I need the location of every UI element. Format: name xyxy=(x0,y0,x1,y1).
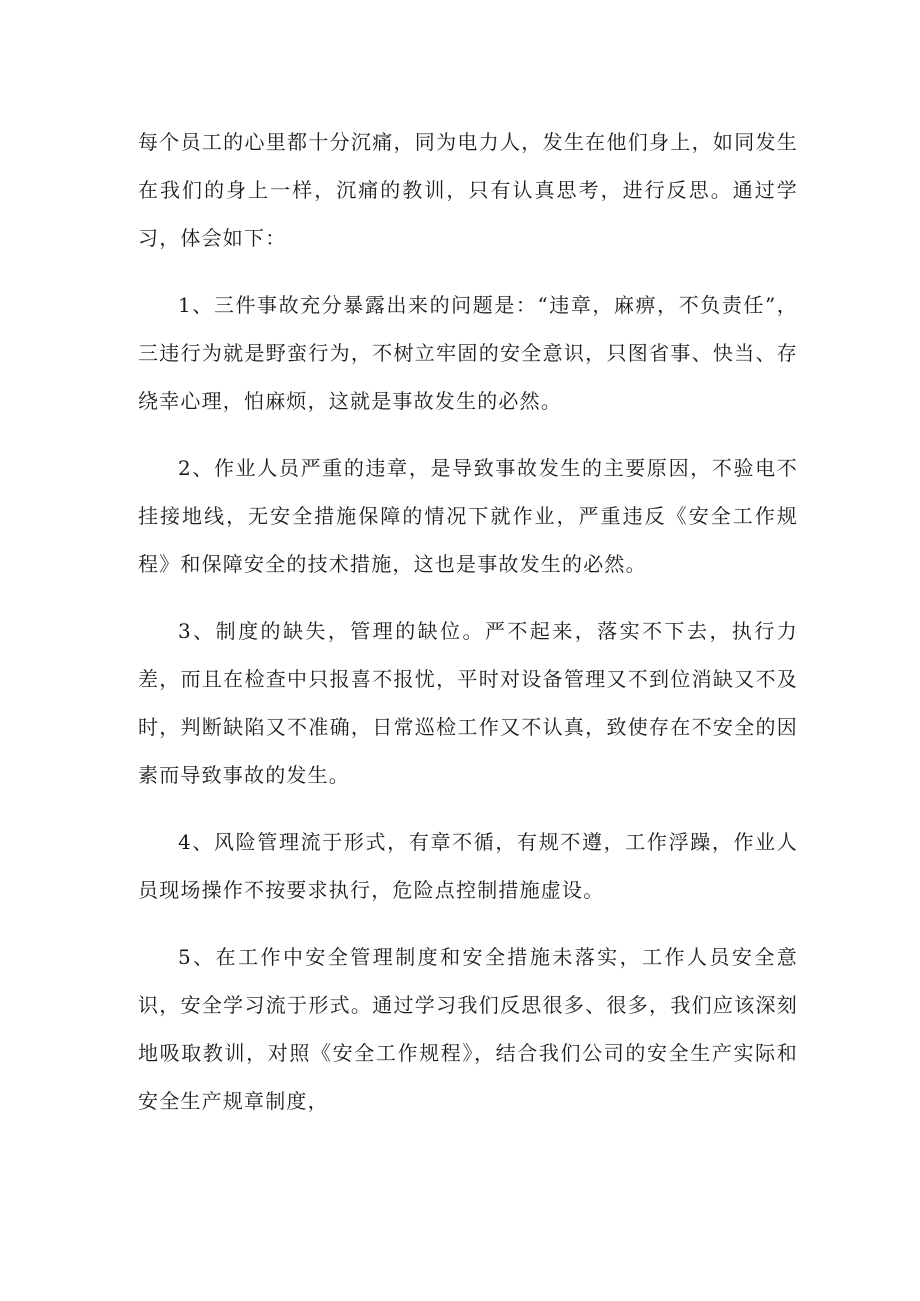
paragraph-item-3: 3、制度的缺失，管理的缺位。严不起来，落实不下去，执行力差，而且在检查中只报喜不报忧，平时对设备管理又不到位消缺又不及时，判断缺陷又不准确，日常巡检工作又不认真，致使存在不安全的因素而导致事故的发生。 xyxy=(138,619,798,787)
paragraph-item-2: 2、作业人员严重的违章，是导致事故发生的主要原因，不验电不挂接地线，无安全措施保障的情况下就作业，严重违反《安全工作规程》和保障安全的技术措施，这也是事故发生的必然。 xyxy=(138,456,798,576)
document-body xyxy=(138,118,798,1144)
paragraph-intro: 每个员工的心里都十分沉痛，同为电力人，发生在他们身上，如同发生在我们的身上一样，沉痛的教训，只有认真思考，进行反思。通过学习，体会如下： xyxy=(138,130,798,250)
paragraph-item-1: 1、三件事故充分暴露出来的问题是：“违章，麻痹，不负责任”，三违行为就是野蛮行为，不树立牢固的安全意识，只图省事、快当、存绕幸心理，怕麻烦，这就是事故发生的必然。 xyxy=(138,293,798,413)
paragraph-item-5: 5、在工作中安全管理制度和安全措施未落实，工作人员安全意识，安全学习流于形式。通过学习我们反思很多、很多，我们应该深刻地吸取教训，对照《安全工作规程》，结合我们公司的安全生产实际和安全生产规章制度， xyxy=(138,945,798,1113)
paragraph-item-4: 4、风险管理流于形式，有章不循，有规不遵，工作浮躁，作业人员现场操作不按要求执行，危险点控制措施虚设。 xyxy=(138,830,798,902)
